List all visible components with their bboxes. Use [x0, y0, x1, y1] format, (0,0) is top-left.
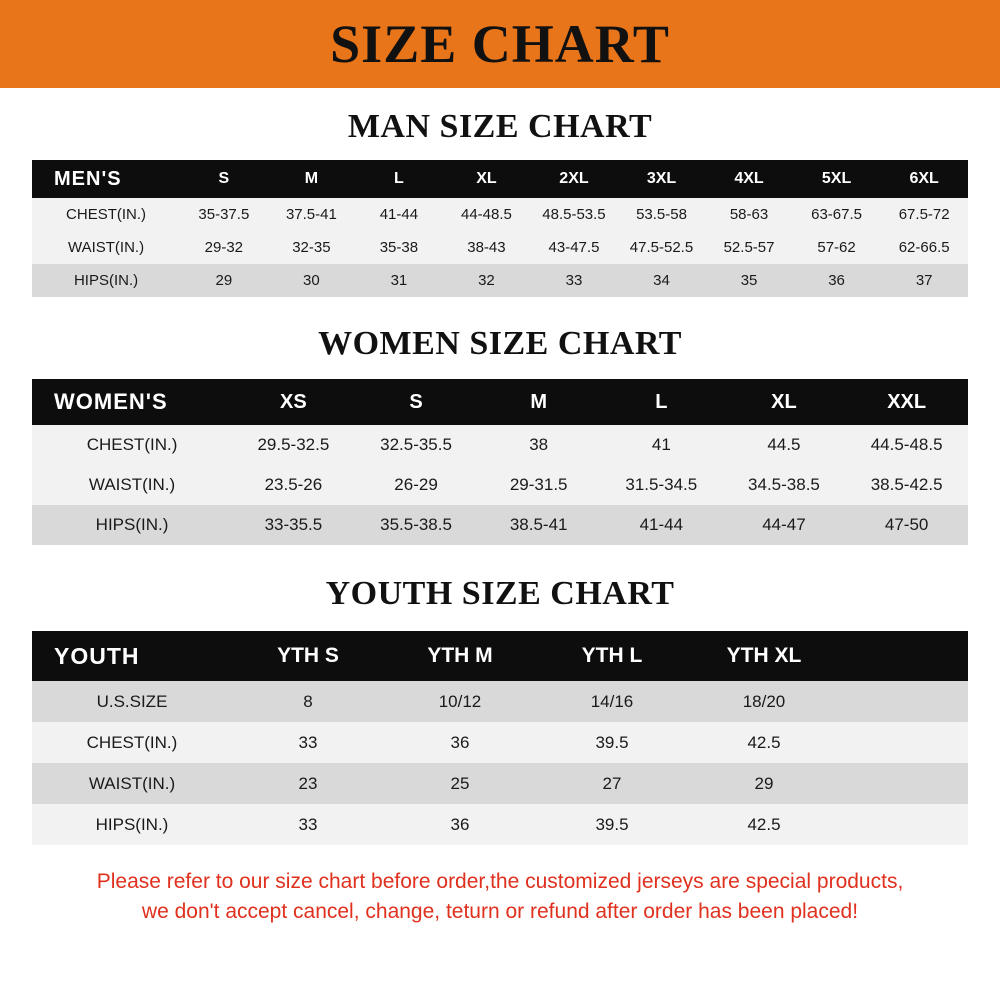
note-line-1: Please refer to our size chart before order,the customized jerseys are special products,: [96, 870, 904, 893]
men-row-0-cell-4: 48.5-53.5: [530, 198, 618, 231]
youth-row-0-cell-2: 14/16: [536, 681, 688, 722]
men-header-cell-4: XL: [443, 160, 531, 198]
youth-row-2-label: WAIST(IN.): [32, 763, 232, 804]
women-header-cell-5: XL: [723, 379, 846, 425]
table-header-row: [32, 379, 968, 425]
youth-row-3-cell-3: 42.5: [688, 804, 840, 845]
men-row-2-cell-8: 37: [880, 264, 968, 297]
youth-row-3-cell-0: 33: [232, 804, 384, 845]
women-header-cell-6: XXL: [845, 379, 968, 425]
men-row-2-cell-4: 33: [530, 264, 618, 297]
youth-table-head: [32, 631, 968, 681]
youth-row-0-cell-3: 18/20: [688, 681, 840, 722]
women-row-0-cell-2: 38: [477, 425, 600, 465]
women-header-cell-1: XS: [232, 379, 355, 425]
men-row-2-cell-5: 34: [618, 264, 706, 297]
men-row-0-cell-5: 53.5-58: [618, 198, 706, 231]
men-header-cell-7: 4XL: [705, 160, 793, 198]
men-row-0-cell-7: 63-67.5: [793, 198, 881, 231]
women-table-body: [32, 425, 968, 545]
youth-row-1-cell-1: 36: [384, 722, 536, 763]
men-row-0-cell-3: 44-48.5: [443, 198, 531, 231]
youth-row-1-spacer: [840, 722, 968, 763]
youth-row-2-cell-0: 23: [232, 763, 384, 804]
youth-row-3-cell-2: 39.5: [536, 804, 688, 845]
note-line-2: we don't accept cancel, change, teturn or refund after order has been placed!: [141, 900, 859, 924]
men-row-0-cell-2: 41-44: [355, 198, 443, 231]
table-header-row: [32, 631, 968, 681]
men-row-1-cell-6: 52.5-57: [705, 231, 793, 264]
youth-row-2-cell-3: 29: [688, 763, 840, 804]
women-row-0-cell-1: 32.5-35.5: [355, 425, 478, 465]
youth-row-3-spacer: [840, 804, 968, 845]
women-row-1-cell-0: 23.5-26: [232, 465, 355, 505]
women-row-1-cell-1: 26-29: [355, 465, 478, 505]
youth-row-1-cell-3: 42.5: [688, 722, 840, 763]
men-row-2-cell-3: 32: [443, 264, 531, 297]
table-row: [32, 425, 968, 465]
women-row-1-cell-5: 38.5-42.5: [845, 465, 968, 505]
women-row-2-label: HIPS(IN.): [32, 505, 232, 545]
men-row-2-cell-1: 30: [268, 264, 356, 297]
women-size-table: [32, 379, 968, 545]
women-row-0-cell-0: 29.5-32.5: [232, 425, 355, 465]
men-header-cell-6: 3XL: [618, 160, 706, 198]
men-row-2-cell-0: 29: [180, 264, 268, 297]
men-row-1-cell-8: 62-66.5: [880, 231, 968, 264]
women-table-head: [32, 379, 968, 425]
youth-header-cell-0: YOUTH: [32, 631, 232, 681]
men-header-cell-9: 6XL: [880, 160, 968, 198]
men-row-0-cell-8: 67.5-72: [880, 198, 968, 231]
youth-row-3-label: HIPS(IN.): [32, 804, 232, 845]
youth-row-1-cell-0: 33: [232, 722, 384, 763]
men-row-1-cell-5: 47.5-52.5: [618, 231, 706, 264]
women-row-0-cell-3: 41: [600, 425, 723, 465]
youth-header-cell-4: YTH XL: [688, 631, 840, 681]
youth-table-body: [32, 681, 968, 845]
table-row: [32, 465, 968, 505]
women-header-cell-4: L: [600, 379, 723, 425]
men-section-heading: MAN SIZE CHART: [347, 108, 653, 145]
youth-section-heading: YOUTH SIZE CHART: [325, 575, 675, 612]
men-row-2-cell-7: 36: [793, 264, 881, 297]
table-row: [32, 264, 968, 297]
youth-row-2-spacer: [840, 763, 968, 804]
men-row-1-label: WAIST(IN.): [32, 231, 180, 264]
youth-row-0-cell-0: 8: [232, 681, 384, 722]
women-row-2-cell-0: 33-35.5: [232, 505, 355, 545]
youth-header-cell-2: YTH M: [384, 631, 536, 681]
men-header-cell-2: M: [268, 160, 356, 198]
table-row: [32, 505, 968, 545]
youth-row-2-cell-2: 27: [536, 763, 688, 804]
women-row-2-cell-4: 44-47: [723, 505, 846, 545]
men-row-1-cell-7: 57-62: [793, 231, 881, 264]
table-row: [32, 198, 968, 231]
women-size-section: [0, 297, 1000, 545]
return-policy-note: [0, 845, 1000, 928]
women-row-0-cell-5: 44.5-48.5: [845, 425, 968, 465]
table-row: [32, 231, 968, 264]
table-row: [32, 804, 968, 845]
men-row-1-cell-0: 29-32: [180, 231, 268, 264]
women-row-1-cell-3: 31.5-34.5: [600, 465, 723, 505]
men-table-body: [32, 198, 968, 297]
men-header-cell-0: MEN'S: [32, 160, 180, 198]
youth-row-2-cell-1: 25: [384, 763, 536, 804]
men-size-table: [32, 160, 968, 297]
men-table-head: [32, 160, 968, 198]
women-section-heading: WOMEN SIZE CHART: [318, 325, 682, 362]
women-row-1-label: WAIST(IN.): [32, 465, 232, 505]
women-header-cell-2: S: [355, 379, 478, 425]
youth-row-0-spacer: [840, 681, 968, 722]
youth-row-3-cell-1: 36: [384, 804, 536, 845]
table-row: [32, 722, 968, 763]
youth-row-0-label: U.S.SIZE: [32, 681, 232, 722]
youth-row-1-cell-2: 39.5: [536, 722, 688, 763]
youth-header-cell-1: YTH S: [232, 631, 384, 681]
men-row-2-label: HIPS(IN.): [32, 264, 180, 297]
men-row-2-cell-6: 35: [705, 264, 793, 297]
women-row-1-cell-4: 34.5-38.5: [723, 465, 846, 505]
women-row-1-cell-2: 29-31.5: [477, 465, 600, 505]
men-row-0-cell-6: 58-63: [705, 198, 793, 231]
men-row-0-label: CHEST(IN.): [32, 198, 180, 231]
women-row-2-cell-5: 47-50: [845, 505, 968, 545]
table-row: [32, 681, 968, 722]
women-row-2-cell-1: 35.5-38.5: [355, 505, 478, 545]
page-title: SIZE CHART: [330, 14, 670, 74]
youth-row-1-label: CHEST(IN.): [32, 722, 232, 763]
men-header-cell-1: S: [180, 160, 268, 198]
men-row-1-cell-3: 38-43: [443, 231, 531, 264]
women-row-0-cell-4: 44.5: [723, 425, 846, 465]
youth-size-table: [32, 631, 968, 845]
youth-header-cell-3: YTH L: [536, 631, 688, 681]
youth-row-0-cell-1: 10/12: [384, 681, 536, 722]
men-row-1-cell-2: 35-38: [355, 231, 443, 264]
youth-size-section: [0, 545, 1000, 845]
men-header-cell-3: L: [355, 160, 443, 198]
header-banner: [0, 0, 1000, 88]
table-header-row: [32, 160, 968, 198]
men-row-1-cell-1: 32-35: [268, 231, 356, 264]
men-row-2-cell-2: 31: [355, 264, 443, 297]
men-row-0-cell-1: 37.5-41: [268, 198, 356, 231]
women-row-2-cell-3: 41-44: [600, 505, 723, 545]
men-header-cell-8: 5XL: [793, 160, 881, 198]
women-row-0-label: CHEST(IN.): [32, 425, 232, 465]
women-row-2-cell-2: 38.5-41: [477, 505, 600, 545]
table-row: [32, 763, 968, 804]
women-header-cell-0: WOMEN'S: [32, 379, 232, 425]
men-size-section: [0, 88, 1000, 297]
men-header-cell-5: 2XL: [530, 160, 618, 198]
youth-header-spacer: [840, 631, 968, 681]
men-row-1-cell-4: 43-47.5: [530, 231, 618, 264]
women-header-cell-3: M: [477, 379, 600, 425]
men-row-0-cell-0: 35-37.5: [180, 198, 268, 231]
